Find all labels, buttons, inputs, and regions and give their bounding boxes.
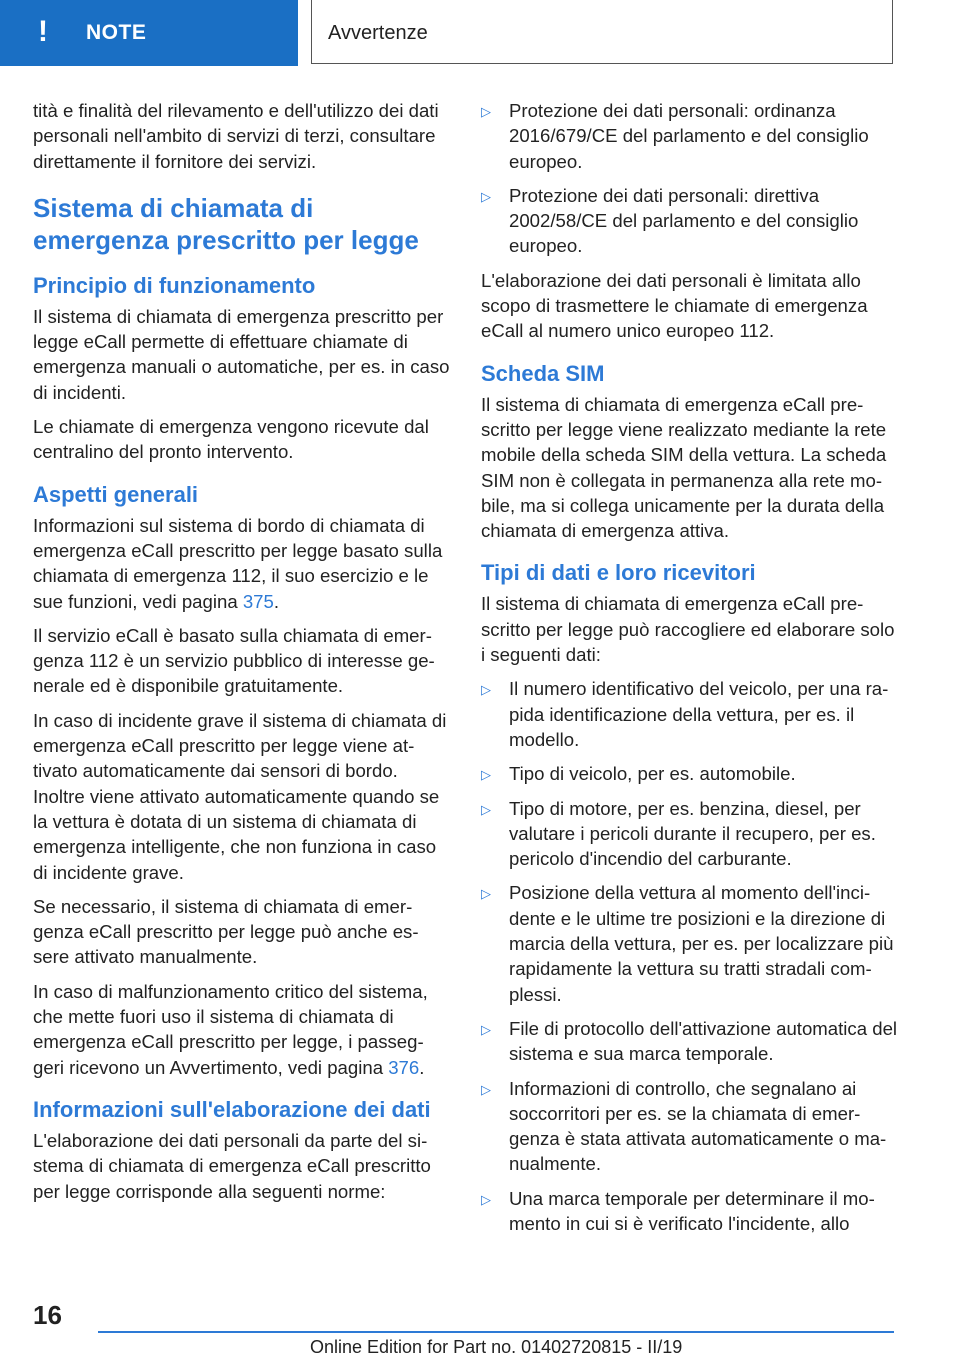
paragraph-end: . (273, 590, 280, 612)
triangle-right-outline-icon: ▷ (481, 104, 491, 119)
paragraph-text: Informazioni sul sistema di bordo di chiamata di emergenza eCall prescritto per legge basato sulla chiamata di emergenza 112, il suo esercizio e le sue funzioni, vedi pagina (33, 514, 443, 612)
paragraph-principio-2: Le chiamate di emergenza vengono ricevute dal centralino del pronto intervento. (33, 416, 429, 463)
list-item (481, 1076, 901, 1177)
list-item-text: Il numero identificativo del veicolo, per una ra‐ pida identificazione della vettura, per es. il modello. (509, 678, 889, 750)
heading-principio: Principio di funzionamento (33, 272, 316, 298)
triangle-right-outline-icon: ▷ (481, 1081, 491, 1097)
list-item (481, 1016, 901, 1067)
paragraph-informazioni: L'elaborazione dei dati personali da parte del si‐ stema di chiamata di emergenza eCall prescritto per legge corrisponde alla seguenti norme: (33, 1129, 431, 1202)
paragraph-end: . (419, 1056, 425, 1078)
heading-informazioni: Informazioni sull'elaborazione dei dati (33, 1096, 431, 1122)
paragraph-aspetti-2: Il servizio eCall è basato sulla chiamata di emer‐ genza 112 è un servizio pubblico di interesse ge‐ nerale ed è disponibile gratuitamente. (33, 624, 435, 697)
right-column (481, 98, 901, 1245)
dati-list (481, 676, 901, 1236)
paragraph-tipi: Il sistema di chiamata di emergenza eCall pre‐ scritto per legge può raccogliere ed elaborare solo i seguenti dati: (481, 593, 895, 666)
list-item (481, 1186, 901, 1237)
list-item-text: Tipo di veicolo, per es. automobile. (509, 763, 796, 785)
triangle-right-outline-icon: ▷ (481, 1191, 491, 1207)
footer-divider (98, 1331, 894, 1333)
triangle-right-outline-icon: ▷ (481, 682, 491, 698)
heading-tipi: Tipi di dati e loro ricevitori (481, 560, 756, 586)
triangle-right-outline-icon: ▷ (481, 767, 491, 783)
triangle-right-outline-icon: ▷ (481, 1021, 491, 1037)
list-item (481, 796, 901, 872)
paragraph-sim: Il sistema di chiamata di emergenza eCall pre‐ scritto per legge viene realizzato mediante la rete mobile della scheda SIM della vettura. La scheda SIM non è collegata in permanenza alla rete mo‐ bile, ma si collega unicamente per la durata della chiamata di emergenza attiva. (481, 393, 887, 542)
list-item-text: Protezione dei dati personali: ordinanza 2016/679/CE del parlamento e del consiglio europeo. (509, 100, 869, 172)
note-label: NOTE (86, 21, 147, 44)
page-link-376[interactable]: 376 (388, 1056, 420, 1078)
list-item-text: Tipo di motore, per es. benzina, diesel, per valutare i pericoli durante il recupero, per es. pericolo d'incendio del carburante. (509, 797, 876, 870)
heading-sim: Scheda SIM (481, 360, 605, 386)
list-item-text: File di protocollo dell'attivazione automatica del sistema e sua marca temporale. (509, 1017, 898, 1065)
paragraph-aspetti-5 (33, 979, 453, 1080)
page-header (0, 0, 960, 66)
heading-sistema: Sistema di chiamata di emergenza prescritto per legge (33, 192, 419, 255)
list-item-text: Protezione dei dati personali: direttiva 2002/58/CE del parlamento e del consiglio europeo. (509, 184, 859, 257)
paragraph-aspetti-1 (33, 513, 453, 614)
paragraph-aspetti-3: In caso di incidente grave il sistema di chiamata di emergenza eCall prescritto per legge viene at‐ tivato automaticamente dai sensori di bordo. Inoltre viene attivato automaticamente quando se la vettura è dotata di un sistema di chiamata di emergenza intelligente, che non funziona in caso di incidente grave. (33, 709, 447, 883)
triangle-right-outline-icon: ▷ (481, 801, 491, 817)
page-number: 16 (33, 1300, 62, 1330)
section-label: Avvertenze (328, 22, 428, 44)
list-item-text: Una marca temporale per determinare il mo‐ mento in cui si è verificato l'incidente, allo (509, 1187, 875, 1234)
left-column (33, 98, 453, 1213)
list-item (481, 676, 901, 752)
paragraph-limitata: L'elaborazione dei dati personali è limitata allo scopo di trasmettere le chiamate di emergenza eCall al numero unico europeo 112. (481, 269, 868, 342)
list-item-text: Informazioni di controllo, che segnalano ai soccorritori per es. se la chiamata di emer‐ genza è stata attivata automaticamente o ma‐ nualmente. (509, 1077, 887, 1175)
paragraph-text: In caso di malfunzionamento critico del sistema, che mette fuori uso il sistema di chiamata di emergenza eCall prescritto per legge, i passeg‐ geri ricevono un Avvertimento, vedi pagina (33, 980, 428, 1078)
page-link-375[interactable]: 375 (242, 590, 274, 612)
list-item-text: Posizione della vettura al momento dell'inci‐ dente e le ultime tre posizioni e la direzione di marcia della vettura, per es. per localizzare più rapidamente la vettura su tratti stradali com‐ plessi. (509, 882, 894, 1005)
footer-edition: Online Edition for Part no. 01402720815 - II/19 (310, 1337, 683, 1357)
norme-list (481, 98, 901, 259)
list-item (481, 761, 901, 786)
heading-aspetti: Aspetti generali (33, 481, 199, 507)
exclamation-icon: ! (38, 15, 48, 48)
list-item (481, 98, 901, 174)
list-item (481, 880, 901, 1006)
paragraph-aspetti-4: Se necessario, il sistema di chiamata di emer‐ genza eCall prescritto per legge può anche es‐ sere attivato manualmente. (33, 895, 419, 968)
list-item (481, 183, 901, 259)
section-tab (311, 0, 893, 64)
paragraph-principio-1: Il sistema di chiamata di emergenza prescritto per legge eCall permette di effettuare chiamate di emergenza manuali o automatiche, per es. in caso di incidenti. (33, 305, 450, 403)
triangle-right-outline-icon: ▷ (481, 188, 491, 204)
paragraph-intro: tità e finalità del rilevamento e dell'utilizzo dei dati personali nell'ambito di servizi di terzi, consultare direttamente il fornitore dei servizi. (33, 100, 439, 172)
note-badge (0, 0, 298, 66)
triangle-right-outline-icon: ▷ (481, 886, 491, 902)
